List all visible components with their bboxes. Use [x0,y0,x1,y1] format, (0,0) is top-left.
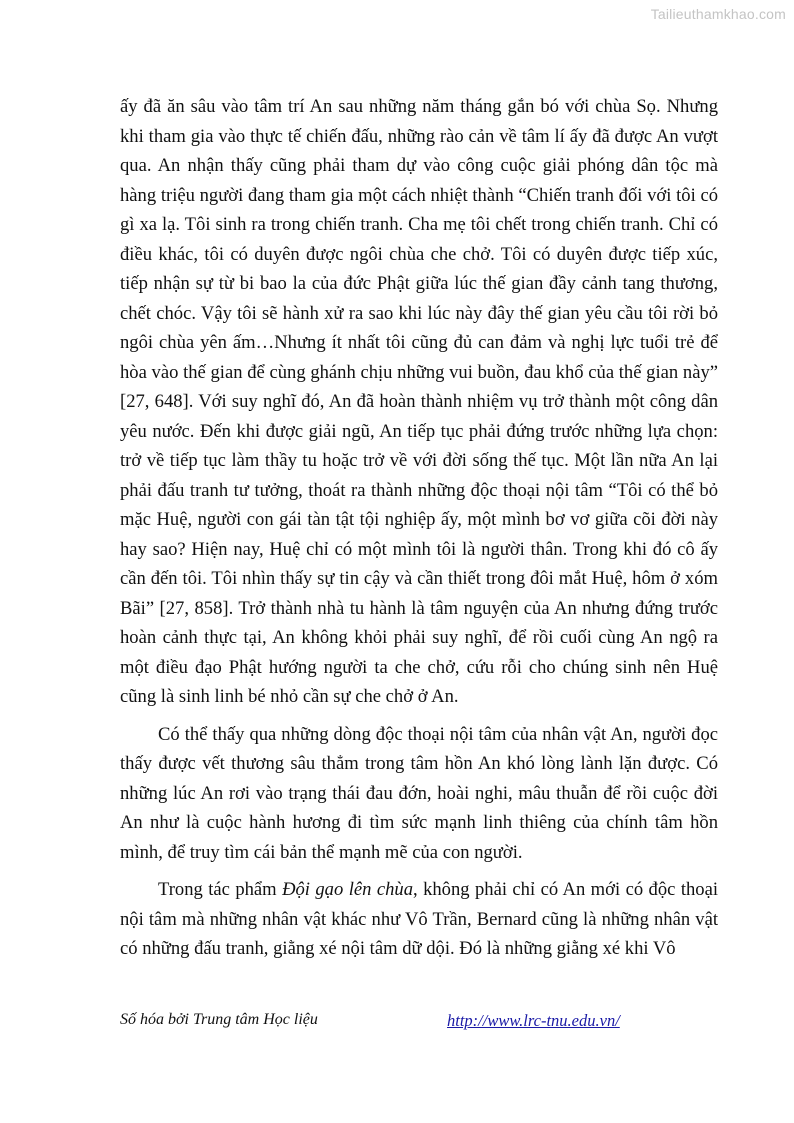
paragraph-2: Có thể thấy qua những dòng độc thoại nội tâm của nhân vật An, người đọc thấy được vết thương sâu thẳm trong tâm hồn An khó lòng lành lặn được. Có những lúc An rơi vào trạng thái đau đớn, hoài nghi, mâu thuẫn để rồi cuộc đời An như là cuộc hành hương đi tìm sức mạnh linh thiêng của chính tâm hồn mình, để truy tìm cái bản thể mạnh mẽ của con người. [120,723,718,863]
footer-credit: Số hóa bởi Trung tâm Học liệu [120,1011,318,1028]
watermark-text: Tailieuthamkhao.com [650,6,786,22]
paragraph-3-lead: Trong tác phẩm [158,879,283,900]
book-title: Đội gạo lên chùa [282,879,413,900]
page-body [120,92,718,964]
footer-link[interactable]: http://www.lrc-tnu.edu.vn/ [447,1011,620,1030]
paragraph-3 [120,875,718,964]
paragraph-1: ấy đã ăn sâu vào tâm trí An sau những năm tháng gắn bó với chùa Sọ. Nhưng khi tham gia vào thực tế chiến đấu, những rào cản về tâm lí ấy đã được An vượt qua. An nhận thấy cũng phải tham dự vào công cuộc giải phóng dân tộc mà hàng triệu người đang tham gia một cách nhiệt thành “Chiến tranh đối với tôi có gì xa lạ. Tôi sinh ra trong chiến tranh. Cha mẹ tôi chết trong chiến tranh. Chỉ có điều khác, tôi có duyên được ngôi chùa che chở. Tôi có duyên được tiếp xúc, tiếp nhận sự từ bi bao la của đức Phật giữa lúc thế gian đầy cảnh tang thương, chết chóc. Vậy tôi sẽ hành xử ra sao khi lúc này đây thế gian yêu cầu tôi rời bỏ ngôi chùa yên ấm…Nhưng ít nhất tôi cũng đủ can đảm và nghị lực tuổi trẻ để hòa vào thế gian để cùng ghánh chịu những vui buồn, đau khổ của thế gian này” [27, 648]. Với suy nghĩ đó, An đã hoàn thành nhiệm vụ trở thành một công dân yêu nước. Đến khi được giải ngũ, An tiếp tục phải đứng trước những lựa chọn: trở về tiếp tục làm thầy tu hoặc trở về với đời sống thế tục. Một lần nữa An lại phải đấu tranh tư tưởng, thoát ra thành những độc thoại nội tâm “Tôi có thể bỏ mặc Huệ, người con gái tàn tật tội nghiệp ấy, một mình bơ vơ giữa cõi đời này hay sao? Hiện nay, Huệ chỉ có một mình tôi là người thân. Trong khi đó cô ấy cần đến tôi. Tôi nhìn thấy sự tin cậy và cần thiết trong đôi mắt Huệ, hôm ở xóm Bãi” [27, 858]. Trở thành nhà tu hành là tâm nguyện của An nhưng đứng trước hoàn cảnh thực tại, An không khỏi phải suy nghĩ, để rồi cuối cùng An ngộ ra một điều đạo Phật hướng người ta che chở, cứu rỗi cho chúng sinh nên Huệ cũng là sinh linh bé nhỏ cần sự che chở ở An. [120,96,718,707]
paragraph-3-rest: , không phải chỉ có An mới có độc thoại nội tâm mà những nhân vật khác như Vô Trần, Bernard cũng là những nhân vật có những đấu tranh, giằng xé nội tâm dữ dội. Đó là những giằng xé khi Vô [120,879,719,959]
